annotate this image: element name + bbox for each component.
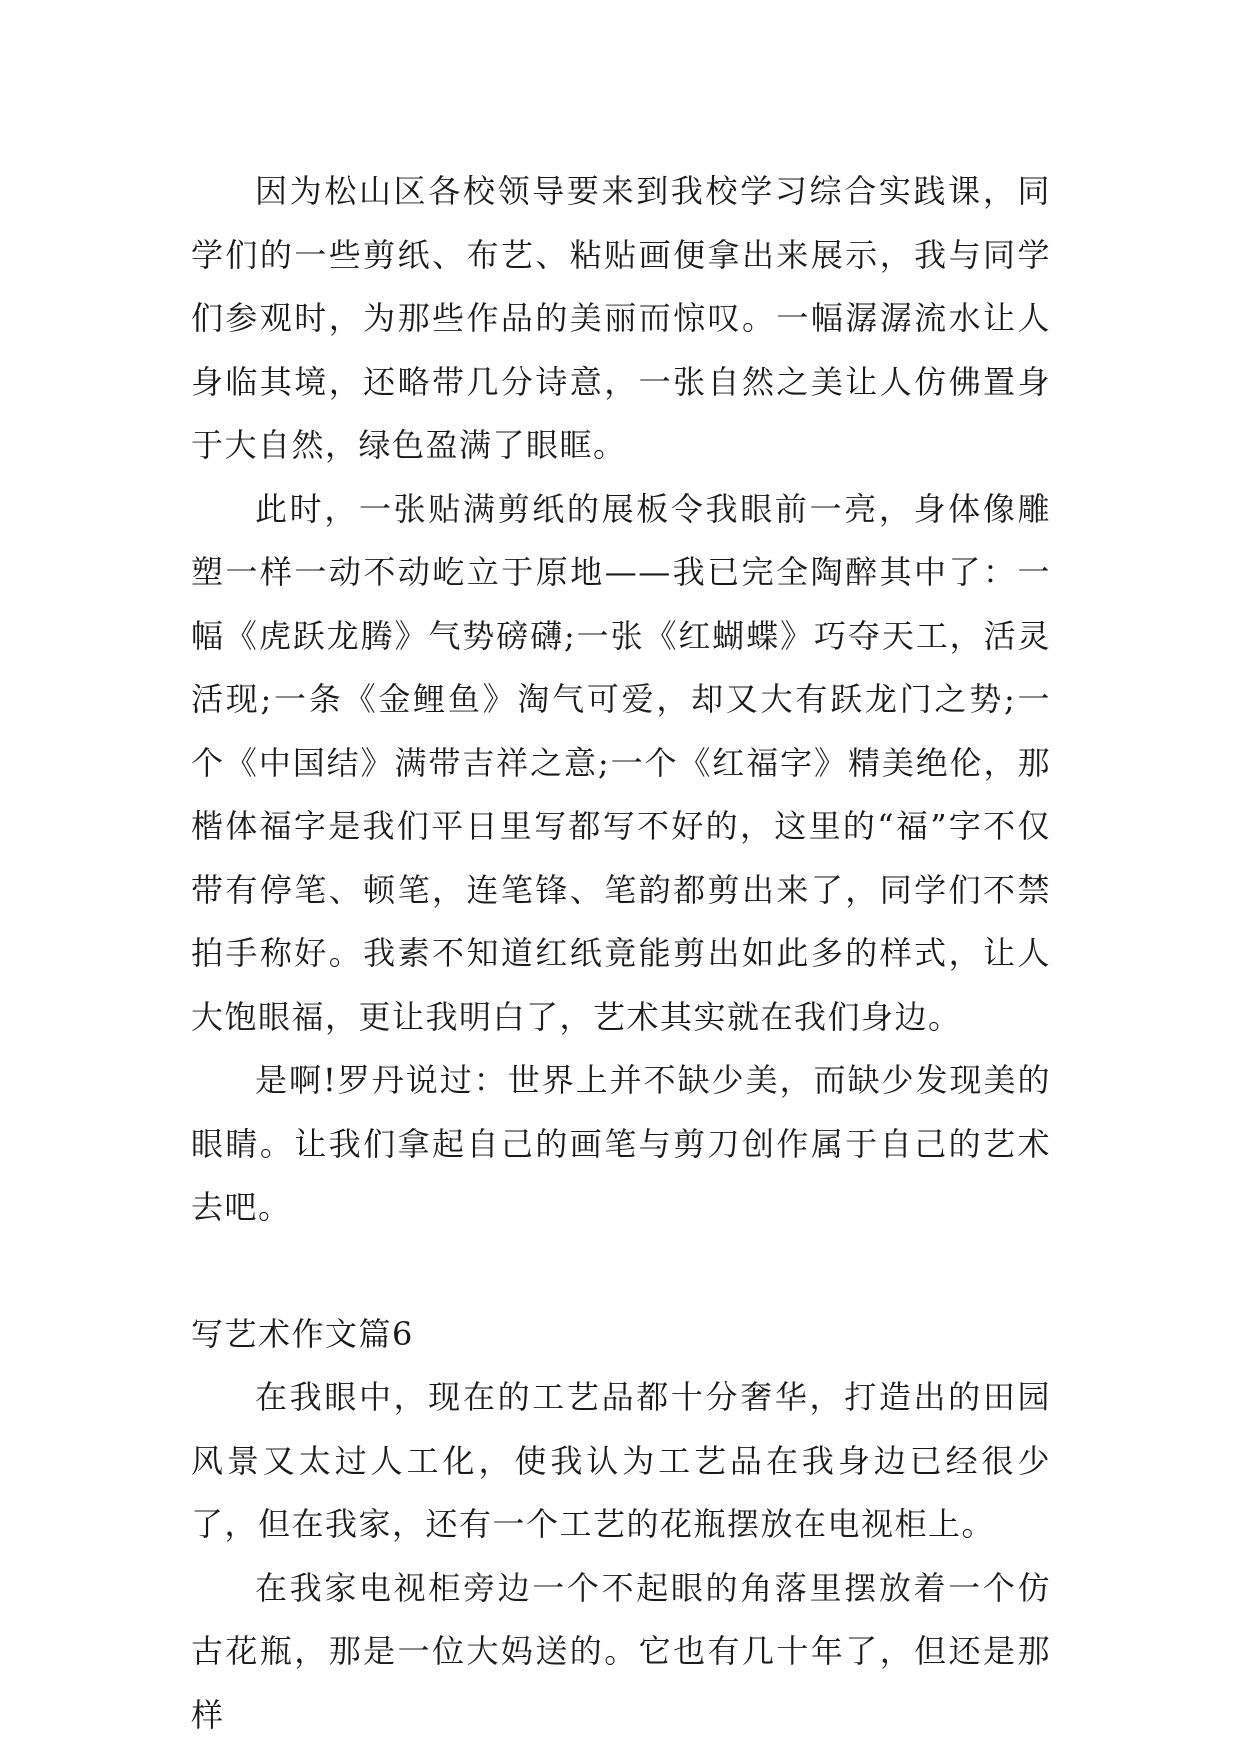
paragraph-1: 因为松山区各校领导要来到我校学习综合实践课，同学们的一些剪纸、布艺、粘贴画便拿出来展示，我与同学们参观时，为那些作品的美丽而惊叹。一幅潺潺流水让人身临其境，还略带几分诗意，一张自然之美让人仿佛置身于大自然，绿色盈满了眼眶。: [191, 172, 1051, 464]
document-body: [191, 160, 1051, 1747]
section-heading: 写艺术作文篇6: [191, 1314, 414, 1353]
paragraph-4: 在我眼中，现在的工艺品都十分奢华，打造出的田园风景又太过人工化，使我认为工艺品在我身边已经很少了，但在我家，还有一个工艺的花瓶摆放在电视柜上。: [191, 1378, 1051, 1543]
paragraph-2: 此时，一张贴满剪纸的展板令我眼前一亮，身体像雕塑一样一动不动屹立于原地——我已完全陶醉其中了：一幅《虎跃龙腾》气势磅礴;一张《红蝴蝶》巧夺天工，活灵活现;一条《金鲤鱼》淘气可爱，却又大有跃龙门之势;一个《中国结》满带吉祥之意;一个《红福字》精美绝伦，那楷体福字是我们平日里写都写不好的，这里的“福”字不仅带有停笔、顿笔，连笔锋、笔韵都剪出来了，同学们不禁拍手称好。我素不知道红纸竟能剪出如此多的样式，让人大饱眼福，更让我明白了，艺术其实就在我们身边。: [191, 489, 1051, 1036]
paragraph-5: 在我家电视柜旁边一个不起眼的角落里摆放着一个仿古花瓶，那是一位大妈送的。它也有几十年了，但还是那样: [191, 1568, 1051, 1734]
paragraph-3: 是啊!罗丹说过：世界上并不缺少美，而缺少发现美的眼睛。让我们拿起自己的画笔与剪刀创作属于自己的艺术去吧。: [191, 1061, 1051, 1226]
